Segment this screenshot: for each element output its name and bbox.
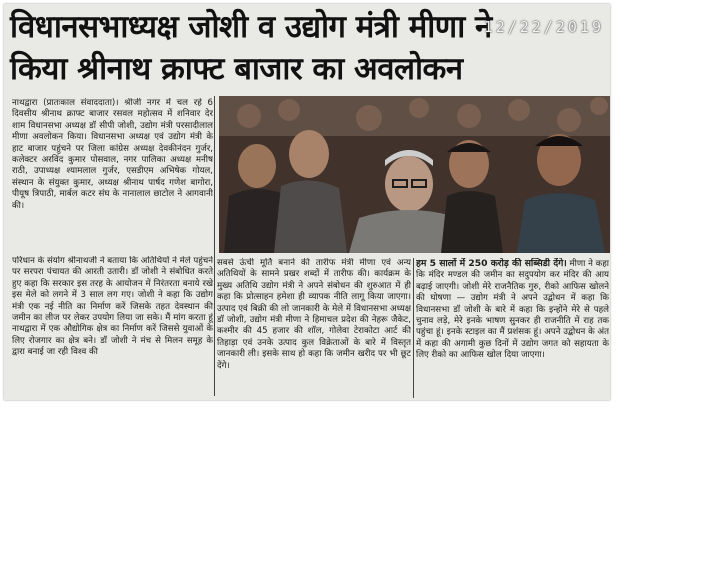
column-3-subheading: हम 5 सालों में 250 करोड़ की सब्सिडी देंगे। (416, 258, 567, 269)
headline-line-1: विधानसभाध्यक्ष जोशी व उद्योग मंत्री मीणा ने (10, 9, 492, 45)
date-stamp: 12/22/2019 (483, 18, 604, 36)
column-divider (214, 96, 215, 396)
article-column-1-bottom: परिधान के संयोग श्रीनाथजी ने बताया कि अतिथियों ने मेले पहुंचने पर सरपरा पंचायत की आरती उतारी। डॉ जोशी ने संबोधित करते हुए कहा कि सरकार इस तरह के आयोजन में निरंतरता बनाये रखे इस मेले को लगने में 3 साल लग गए। जोशी ने कहा कि उद्योग मंत्री एक नई नीति का निर्माण करें जिसके तहत देवस्थान की जमीन का लीज पर लेकर उपयोग लिया जा सके। मैं मांग करता हूं नाथद्वारा में एक औद्योगिक क्षेत्र का निर्माण करें जिससे युवाओं के लिए रोजगार का क्षेत्र बने। डॉ जोशी ने मंच से मिलन समूह के द्वारा बनाई जा रही विश्व की (12, 256, 213, 358)
news-photo (219, 96, 610, 253)
crowd-photo-illustration (219, 96, 610, 253)
column-3-text: मीणा ने कहा कि मंदिर मण्डल की जमीन का सदुपयोग कर मंदिर की आय बढ़ाई जाएगी। जोशी मेरे राजनैतिक गुरु, रीको आफिस खोलने की घोषणा — उद्योग मंत्री ने अपने उद्बोधन में कहा कि विधानसभा डॉ जोशी के बारे में कहा कि इन्होंने मेरे से पहले चुनाव लड़े, मेरे इनके भाषण सुनकर ही राजनीति में राह तक पहुंचा हूं। इनके स्टाइल का मैं प्रशंसक हूं। अपने उद्बोधन के अंत में कहा की अगामी कुछ दिनों में उद्योग जगत को सहायता के लिए रीको का आफिस खोल दिया जाएगा। (416, 259, 609, 361)
article-column-1-top: नाथद्वारा (प्रातःकाल संवाददाता)। श्रीजी नगर में चल रहे 6 दिवसीय श्रीनाथ क्राफ्ट बाजार रसवल महोत्सव में शनिवार देर शाम विधानसभा अध्यक्ष डॉ सीपी जोशी, उद्योग मंत्री परसादीलाल मीणा अवलोकन किया। विधानसभा अध्यक्ष एवं उद्योग मंत्री के हाट बाजार पहुंचने पर जिला कांग्रेस अध्यक्ष देवकीनंदन गुर्जर, कलेक्टर अरविंद कुमार पोसवाल, नगर पालिका अध्यक्ष मनीष राठी, उपाध्यक्ष श्यामलाल गुर्जर, एसडीएम अभिषेक गोयल, संस्थान के संयुक्त कुमार, अध्यक्ष श्रीनाथ पार्षद गणेश बागोरा, पीयूष त्रिपाठी, मार्बल कटर संघ के नानालाल छाटोल ने आगवानी की। (12, 98, 213, 211)
article-column-3 (416, 258, 609, 400)
newspaper-clipping (4, 4, 610, 400)
column-divider (413, 258, 414, 398)
article-column-2: सबसे ऊंची मूर्ति बनाने की तारीफ मंत्री मीणा एवं अन्य अतिथियों के सामने प्रखर शब्दों में तारीफ की। कार्यक्रम के मुख्य अतिथि उद्योग मंत्री ने अपने संबोधन की शुरुआत में ही कहा कि प्रोत्साहन हमेशा ही व्यापक नीति लागू किया जाएगा। उत्पाद एवं बिक्री की लो जानकारी के मेले में विधानसभा अध्यक्ष डॉ जोशी, उद्योग मंत्री मीणा ने हिमाचल प्रदेश की नेहरू जैकेट, कश्मीर की 45 हजार की शॉल, गोलेवा टेराकोटा आर्ट की तिहाड़ा एवं उनके उत्पाद कुल विक्रेताओं के बारे में विस्तृत जानकारी ली। इसके साथ हो कहा कि जमीन खरीद पर भी छूट देंगे। (217, 258, 411, 371)
headline-line-2: किया श्रीनाथ क्राफ्ट बाजार का अवलोकन (10, 51, 463, 87)
